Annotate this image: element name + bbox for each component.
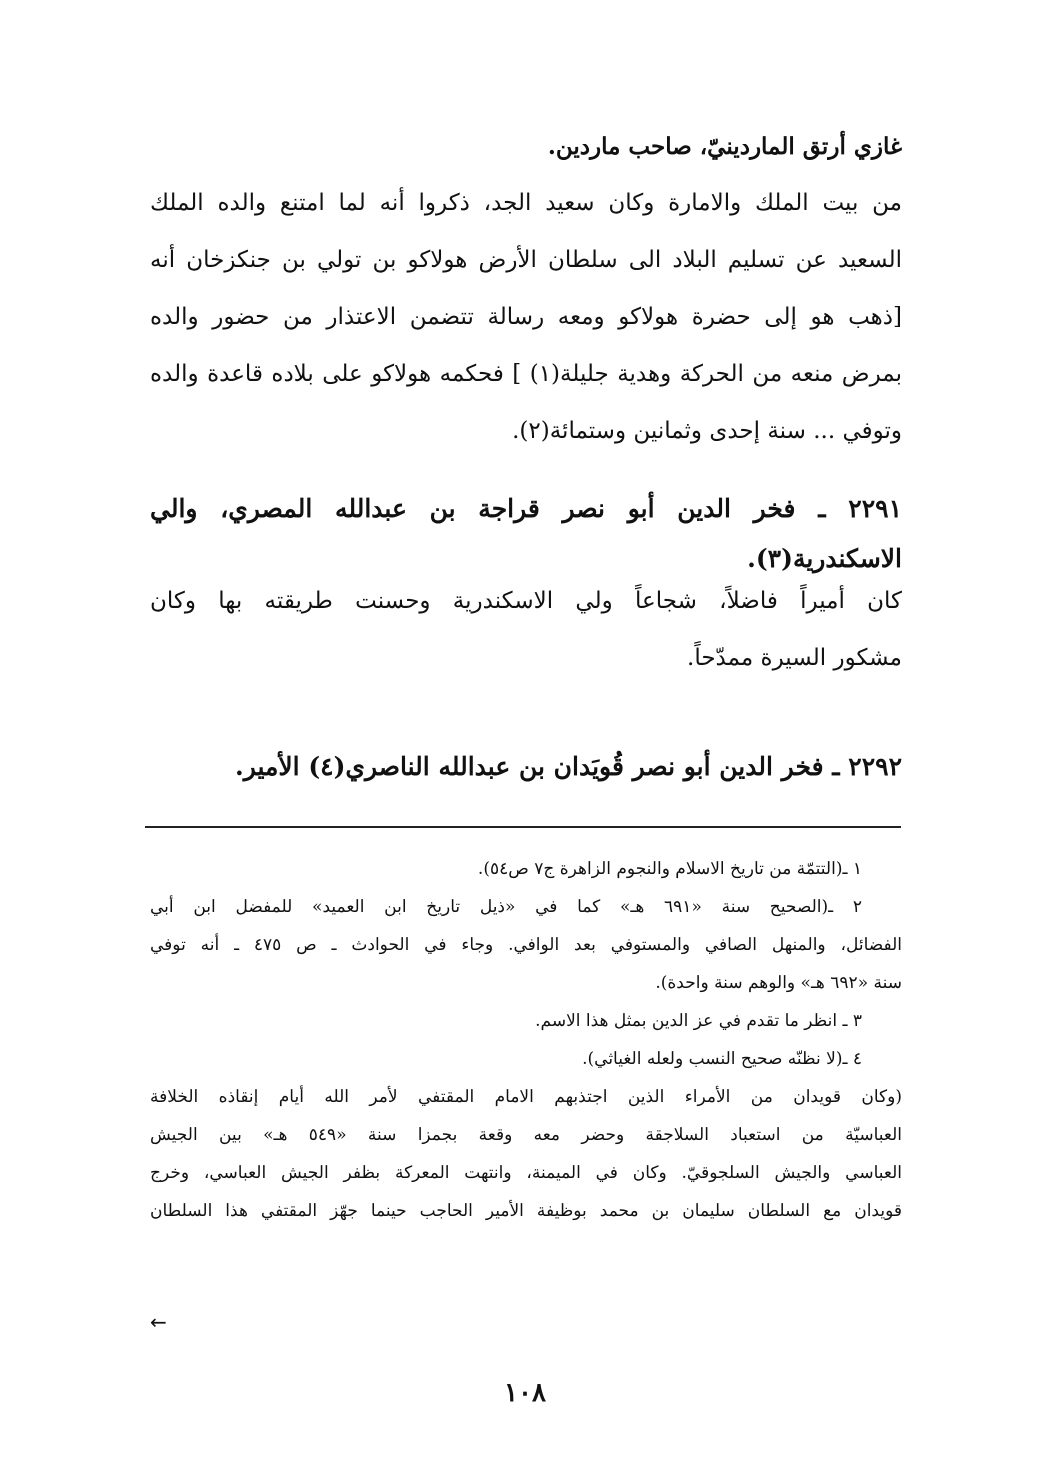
entry-2291 <box>150 484 902 584</box>
footnote-line: الفضائل، والمنهل الصافي والمستوفي بعد الوافي. وجاء في الحوادث ـ ص ٤٧٥ ـ أنه توفي <box>150 935 902 955</box>
page-number: ١٠٨ <box>504 1378 546 1408</box>
entry-2291-body <box>150 573 902 687</box>
entry-prev-line: السعيد عن تسليم البلاد الى سلطان الأرض هولاكو بن تولي بن جنكزخان أنه <box>150 247 902 273</box>
entry-2291-heading: الاسكندرية(٣). <box>747 544 902 573</box>
entry-prev <box>150 118 902 460</box>
entry-prev-line: [ذهب هو إلى حضرة هولاكو ومعه رسالة تتضمن الاعتذار من حضور والده <box>150 304 902 330</box>
footnotes <box>150 850 902 1230</box>
entry-prev-line: من بيت الملك والامارة وكان سعيد الجد، ذكروا أنه لما امتنع والده الملك <box>150 190 902 216</box>
footnote-line: سنة «٦٩٢ هـ» والوهم سنة واحدة). <box>655 973 902 993</box>
footnote-line: قويدان مع السلطان سليمان بن محمد بوظيفة الأمير الحاجب حينما جهّز المقتفي هذا السلطان <box>150 1201 902 1221</box>
footnote-line: ٣ ـ انظر ما تقدم في عز الدين بمثل هذا الاسم. <box>535 1011 862 1031</box>
entry-prev-title: غازي أرتق الماردينيّ، صاحب ماردين. <box>547 133 902 160</box>
footnote-line: ٤ ـ(لا نظنّه صحيح النسب ولعله الغياثي). <box>582 1049 862 1069</box>
entry-prev-line: بمرض منعه من الحركة وهدية جليلة(١) ] فحكمه هولاكو على بلاده قاعدة والده <box>150 361 902 387</box>
continuation-arrow-icon: ← <box>150 1310 167 1334</box>
entry-2292 <box>150 742 902 792</box>
footnote-line: ١ ـ(التتمّة من تاريخ الاسلام والنجوم الزاهرة ج٧ ص٥٤). <box>477 859 862 879</box>
entry-2291-line: مشكور السيرة ممدّحاً. <box>687 645 902 671</box>
footnote-line: ٢ ـ(الصحيح سنة «٦٩١ هـ» كما في «ذيل تاريخ ابن العميد» للمفضل ابن أبي <box>150 897 862 917</box>
entry-2291-line: كان أميراً فاضلاً، شجاعاً ولي الاسكندرية وحسنت طريقته بها وكان <box>150 588 902 614</box>
entry-2292-heading: ٢٢٩٢ ـ فخر الدين أبو نصر قُويَدان بن عبدالله الناصري(٤) الأمير. <box>234 752 902 781</box>
footnote-separator <box>145 826 901 828</box>
footnote-line: العباسيّة من استعباد السلاجقة وحضر معه وقعة بجمزا سنة «٥٤٩ هـ» بين الجيش <box>150 1125 902 1145</box>
footnote-line: (وكان قويدان من الأمراء الذين اجتذبهم الامام المقتفي لأمر الله أيام إنقاذه الخلافة <box>150 1087 902 1107</box>
footnote-line: العباسي والجيش السلجوقيّ. وكان في الميمنة، وانتهت المعركة بظفر الجيش العباسي، وخرج <box>150 1163 902 1183</box>
entry-2291-heading: ٢٢٩١ ـ فخر الدين أبو نصر قراجة بن عبدالله المصري، والي <box>150 494 902 523</box>
entry-prev-line: وتوفي ... سنة إحدى وثمانين وستمائة(٢). <box>512 418 902 444</box>
